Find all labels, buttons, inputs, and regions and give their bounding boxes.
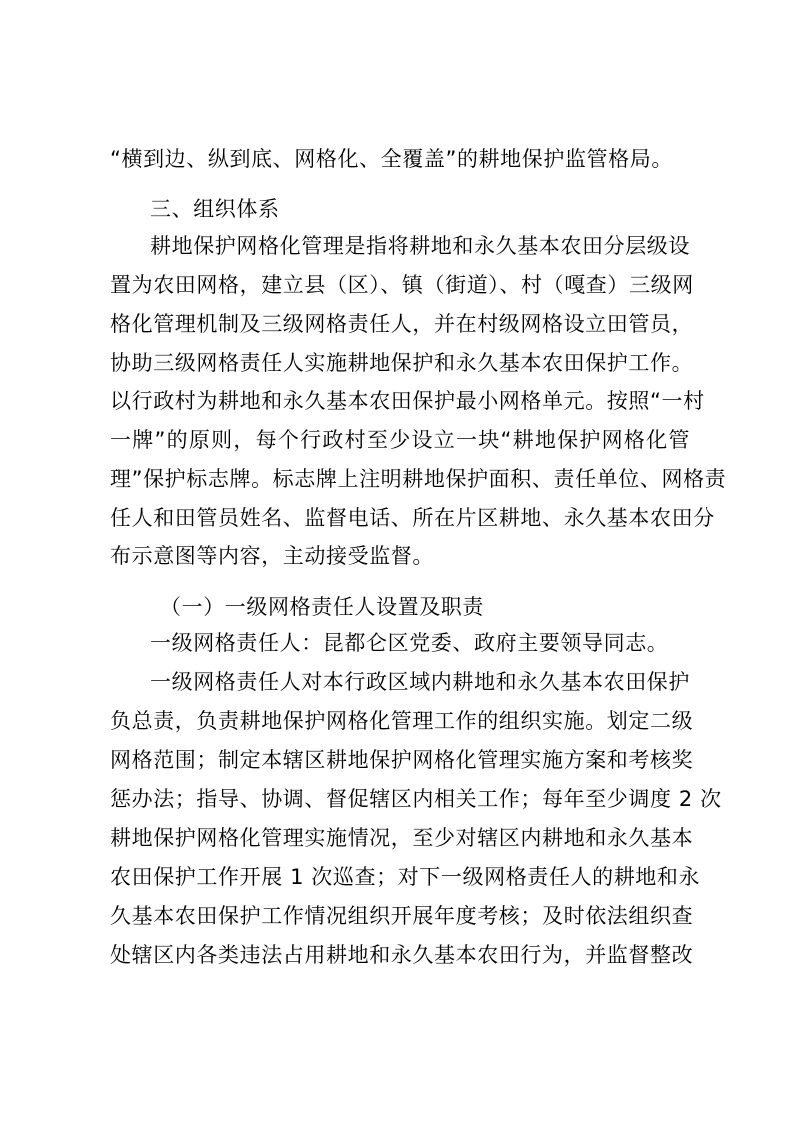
body-text-line: 一牌”的原则，每个行政村至少设立一块“耕地保护网格化管 xyxy=(110,428,690,452)
body-text-line: 耕地保护网格化管理实施情况，至少对辖区内耕地和永久基本 xyxy=(110,826,694,850)
body-text-line: 处辖区内各类违法占用耕地和永久基本农田行为，并监督整改 xyxy=(110,943,694,967)
body-text-line: 一级网格责任人对本行政区域内耕地和永久基本农田保护 xyxy=(150,670,690,694)
body-text-line: 以行政村为耕地和永久基本农田保护最小网格单元。按照“一村 xyxy=(110,389,705,413)
body-text-line: 久基本农田保护工作情况组织开展年度考核；及时依法组织查 xyxy=(110,904,694,928)
section-heading: 三、组织体系 xyxy=(150,197,280,221)
body-text-line: 惩办法；指导、协调、督促辖区内相关工作；每年至少调度 2 次 xyxy=(110,787,722,811)
body-text-line: 格化管理机制及三级网格责任人，并在村级网格设立田管员， xyxy=(110,312,694,336)
body-text-line: 布示意图等内容，主动接受监督。 xyxy=(110,544,434,568)
body-text-line: “横到边、纵到底、网格化、全覆盖”的耕地保护监管格局。 xyxy=(110,147,673,171)
body-text-line: 一级网格责任人：昆都仑区党委、政府主要领导同志。 xyxy=(150,631,669,655)
subsection-heading: （一）一级网格责任人设置及职责 xyxy=(160,595,484,619)
body-text-line: 耕地保护网格化管理是指将耕地和永久基本农田分层级设 xyxy=(150,234,690,258)
body-text-line: 协助三级网格责任人实施耕地保护和永久基本农田保护工作。 xyxy=(110,351,694,375)
body-text-line: 农田保护工作开展 1 次巡查；对下一级网格责任人的耕地和永 xyxy=(110,865,701,889)
body-text-line: 负总责，负责耕地保护网格化管理工作的组织实施。划定二级 xyxy=(110,709,694,733)
body-text-line: 任人和田管员姓名、监督电话、所在片区耕地、永久基本农田分 xyxy=(110,506,715,530)
body-text-line: 网格范围；制定本辖区耕地保护网格化管理实施方案和考核奖 xyxy=(110,748,694,772)
body-text-line: 理”保护标志牌。标志牌上注明耕地保护面积、责任单位、网格责 xyxy=(110,467,727,491)
body-text-line: 置为农田网格，建立县（区）、镇（街道）、村（嘎查）三级网 xyxy=(110,273,694,297)
